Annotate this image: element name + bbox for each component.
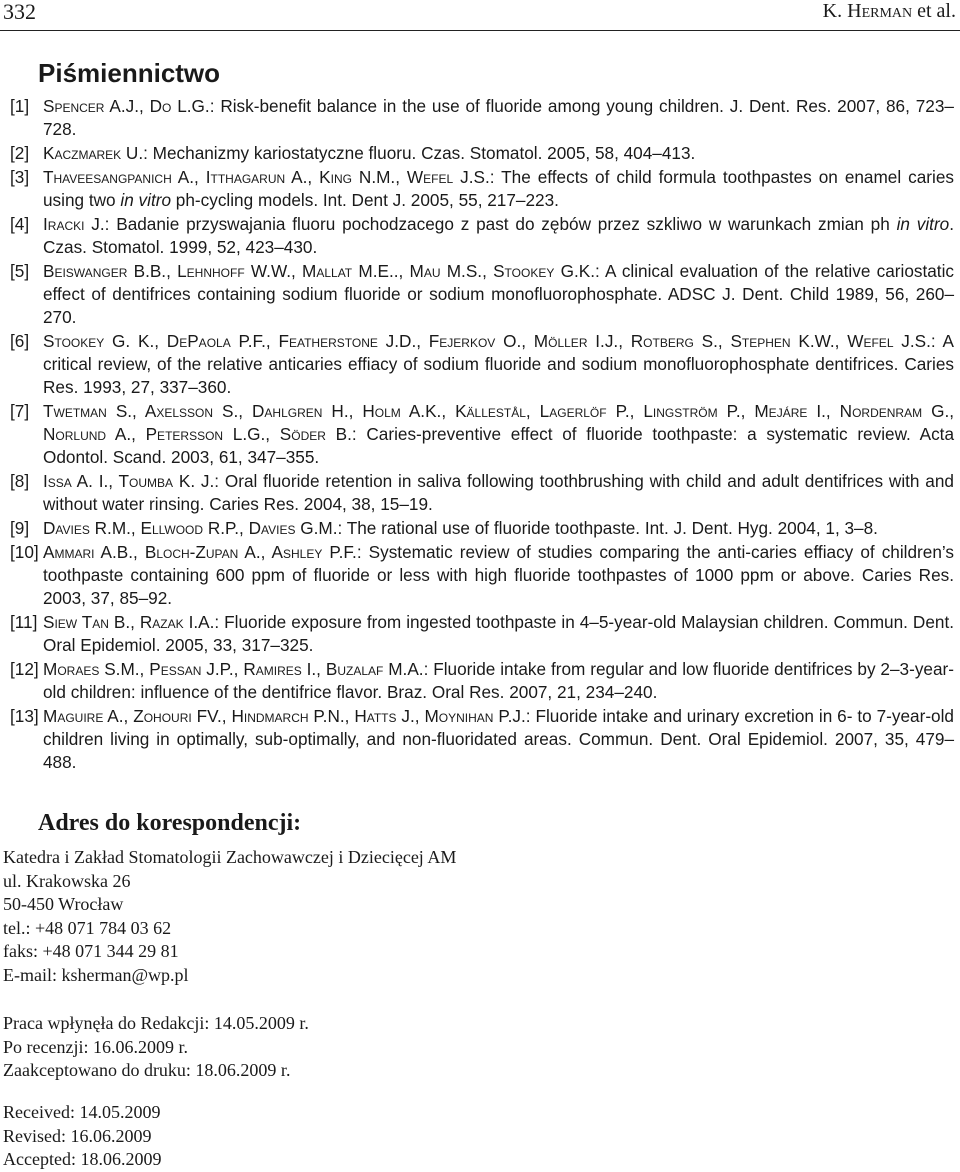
reference-item: [0, 400, 960, 469]
reference-authors: Davies R.M., Ellwood R.P., Davies G.M.: [43, 518, 338, 538]
address-line: Katedra i Zakład Stomatologii Zachowawczej i Dziecięcej AM: [3, 847, 457, 867]
running-head-tail: et al.: [912, 0, 956, 22]
reference-item: [0, 611, 960, 657]
reference-authors: Beiswanger B.B., Lehnhoff W.W., Mallat M.E.., Mau M.S., Stookey G.K.: [43, 261, 595, 281]
reference-number: [3]: [10, 167, 30, 187]
running-head: [823, 0, 956, 23]
reference-number: [6]: [10, 331, 30, 351]
reference-number: [5]: [10, 261, 30, 281]
reference-item: [0, 166, 960, 212]
correspondence-address: [3, 846, 456, 987]
reference-text: : The rational use of fluoride toothpaste. Int. J. Dent. Hyg. 2004, 1, 3–8.: [337, 518, 878, 538]
received-date: Received: 14.05.2009: [3, 1102, 161, 1122]
reference-authors: Ammari A.B., Bloch-Zupan A., Ashley P.F.: [43, 542, 357, 562]
reference-text: : Caries-preventive effect of fluoride toothpaste: a systematic review. Acta Odontol. Scand. 2003, 61, 347–355.: [43, 424, 954, 467]
reference-text: : Oral fluoride retention in saliva following toothbrushing with child and adult dentifrices with and without water rinsing. Caries Res. 2004, 38, 15–19.: [43, 471, 954, 514]
accepted-date: Accepted: 18.06.2009: [3, 1149, 162, 1169]
reference-authors: Thaveesangpanich A., Itthagarun A., King N.M., Wefel J.S.: [43, 167, 490, 187]
reference-item: [0, 517, 960, 540]
reference-text: . Czas. Stomatol. 1999, 52, 423–430.: [43, 214, 955, 257]
page-number: 332: [3, 0, 36, 24]
reference-text: : The effects of child formula toothpastes on enamel caries using two: [43, 167, 954, 210]
reference-italic: in vitro: [120, 190, 172, 210]
accepted-date-pl: Zaakceptowano do druku: 18.06.2009 r.: [3, 1060, 291, 1080]
reference-item: [0, 705, 960, 774]
revised-date-pl: Po recenzji: 16.06.2009 r.: [3, 1036, 188, 1057]
submission-dates-polish: [3, 1012, 309, 1083]
reference-text: ph-cycling models. Int. Dent J. 2005, 55, 217–223.: [171, 190, 559, 210]
reference-item: [0, 330, 960, 399]
reference-text: : Mechanizmy kariostatyczne fluoru. Czas. Stomatol. 2005, 58, 404–413.: [143, 143, 696, 163]
reference-authors: Kaczmarek U.: [43, 143, 144, 163]
reference-authors: Twetman S., Axelsson S., Dahlgren H., Holm A.K., Källestål, Lagerlöf P., Lingström P., Mejáre I., Nordenram G., Norlund A., Petersson L.G., Söder B.: [43, 401, 954, 444]
reference-number: [8]: [10, 471, 30, 491]
reference-number: [12]: [10, 659, 39, 679]
submission-dates-english: [3, 1101, 161, 1172]
reference-text: : A clinical evaluation of the relative cariostatic effect of dentifrices containing sodium fluoride or sodium monofluorophosphate. ADSC J. Dent. Child 1989, 56, 260–270.: [43, 261, 954, 327]
reference-authors: Iracki J.: [43, 214, 105, 234]
reference-number: [1]: [10, 96, 30, 116]
reference-authors: Moraes S.M., Pessan J.P., Ramires I., Buzalaf M.A.: [43, 659, 424, 679]
reference-text: : Fluoride intake and urinary excretion in 6- to 7-year-old children living in optimally, sub-optimally, and non-fluoridated areas. Commun. Dent. Oral Epidemiol. 2007, 35, 479–488.: [43, 706, 954, 772]
reference-item: [0, 541, 960, 610]
reference-item: [0, 213, 960, 259]
running-head-initial: K. H: [822, 0, 862, 22]
reference-text: : Systematic review of studies comparing the anti-caries effiacy of children’s toothpaste containing 600 ppm of fluoride or less with high fluoride toothpastes of 1000 ppm or above. Caries Res. 2003, 37, 85–92.: [43, 542, 954, 608]
reference-italic: in vitro: [896, 214, 950, 234]
references-heading: Piśmiennictwo: [38, 58, 221, 88]
phone-line: tel.: +48 071 784 03 62: [3, 917, 172, 938]
reference-authors: Stookey G. K., DePaola P.F., Featherstone J.D., Fejerkov O., Möller I.J., Rotberg S., Stephen K.W., Wefel J.S.: [43, 331, 931, 351]
address-line: 50-450 Wrocław: [3, 894, 124, 914]
email-line: E-mail: ksherman@wp.pl: [3, 964, 189, 985]
reference-number: [11]: [10, 612, 38, 632]
reference-text: : A critical review, of the relative anticaries effiacy of sodium fluoride and sodium monofluorophosphate dentifrices. Caries Res. 1993, 27, 337–360.: [43, 331, 954, 397]
reference-item: [0, 470, 960, 516]
page-header: [0, 0, 960, 31]
reference-text: : Fluoride exposure from ingested toothpaste in 4–5-year-old Malaysian children. Commun. Dent. Oral Epidemiol. 2005, 33, 317–325.: [43, 612, 954, 655]
reference-list: [0, 95, 960, 775]
fax-line: faks: +48 071 344 29 81: [3, 941, 179, 961]
correspondence-heading: Adres do korespondencji:: [38, 810, 302, 836]
reference-text: : Fluoride intake from regular and low fluoride dentifrices by 2–3-year-old children: influence of the dentifrice flavor. Braz. Oral Res. 2007, 21, 234–240.: [43, 659, 954, 702]
reference-item: [0, 260, 960, 329]
reference-authors: Maguire A., Zohouri FV., Hindmarch P.N., Hatts J., Moynihan P.J.: [43, 706, 526, 726]
reference-number: [7]: [10, 401, 30, 421]
reference-number: [2]: [10, 143, 30, 163]
reference-authors: Spencer A.J., Do L.G.: [43, 96, 210, 116]
reference-authors: Siew Tan B., Razak I.A.: [43, 612, 215, 632]
reference-authors: Issa A. I., Toumba K. J.: [43, 471, 215, 491]
reference-number: [13]: [10, 706, 39, 726]
reference-number: [9]: [10, 518, 30, 538]
address-line: ul. Krakowska 26: [3, 870, 131, 891]
reference-number: [4]: [10, 214, 30, 234]
reference-number: [10]: [10, 542, 39, 562]
reference-item: [0, 142, 960, 165]
reference-text: : Badanie przyswajania fluoru pochodzacego z past do zębów przez szkliwo w warunkach zmian ph: [104, 214, 897, 234]
received-date-pl: Praca wpłynęła do Redakcji: 14.05.2009 r.: [3, 1013, 309, 1033]
revised-date: Revised: 16.06.2009: [3, 1125, 152, 1146]
reference-text: : Risk-benefit balance in the use of fluoride among young children. J. Dent. Res. 2007, 86, 723–728.: [43, 96, 954, 139]
running-head-smallcaps: erman: [861, 0, 913, 22]
reference-item: [0, 95, 960, 141]
reference-item: [0, 658, 960, 704]
